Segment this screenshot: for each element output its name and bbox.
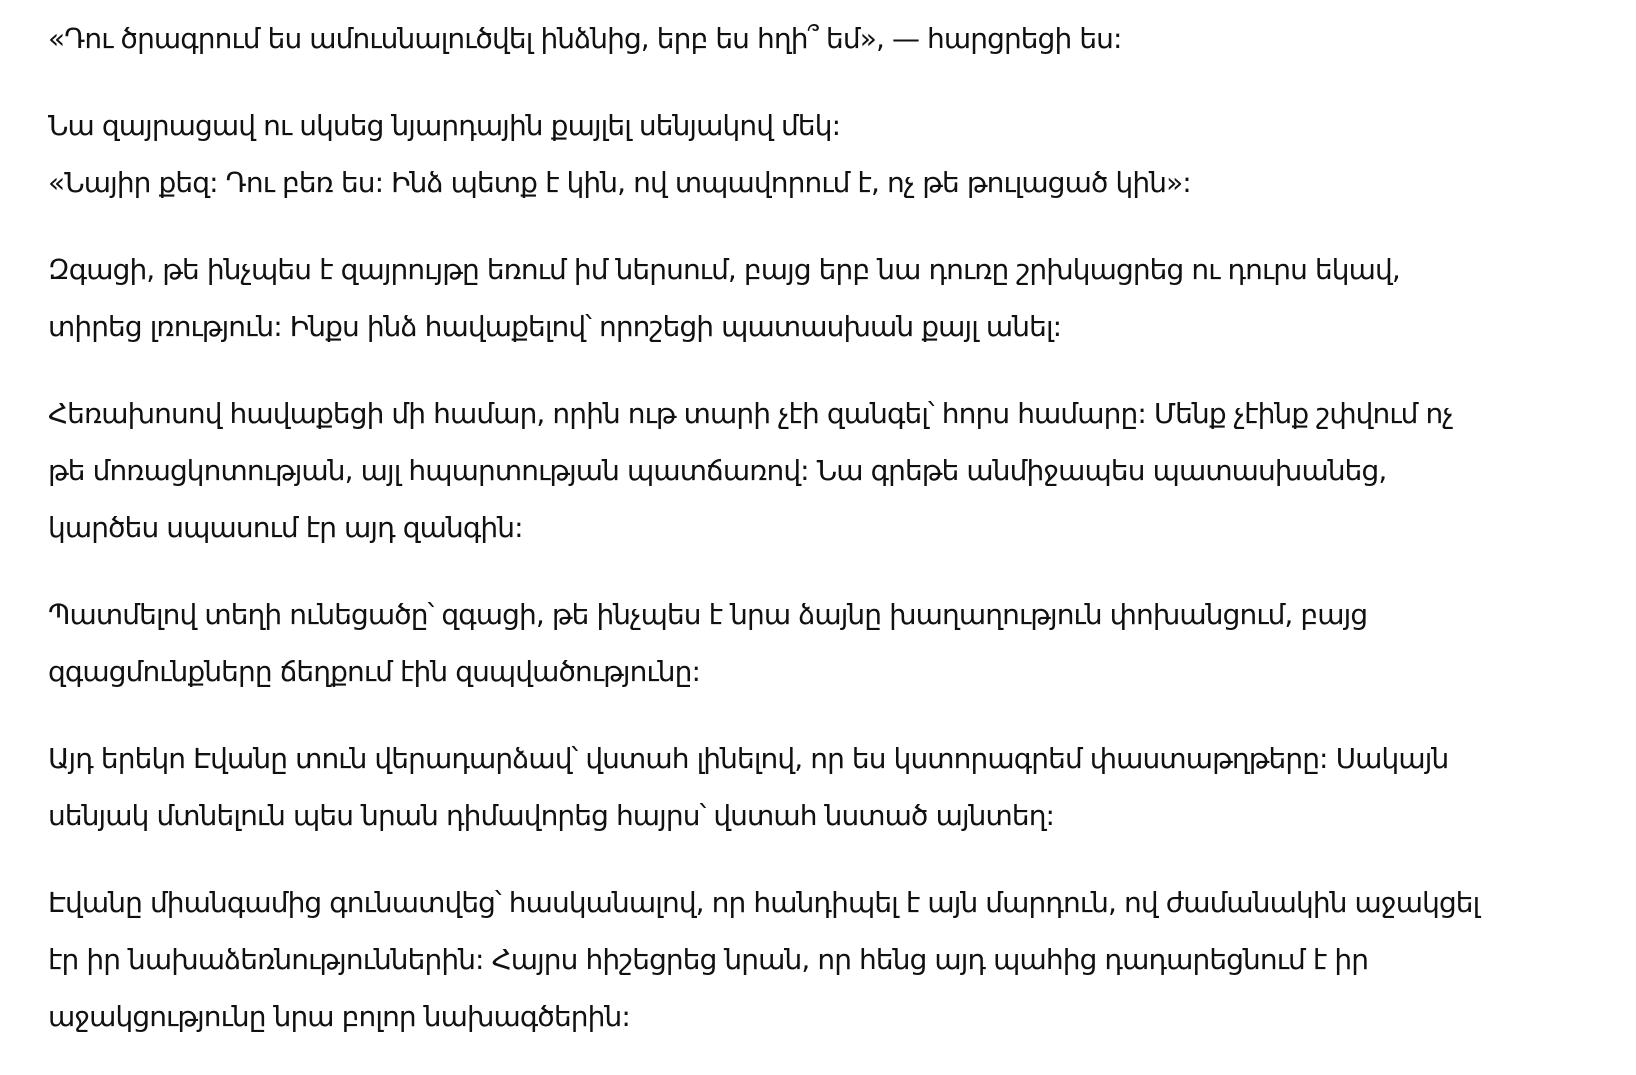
- paragraph-6: [48, 730, 1608, 844]
- text-line: «Նայիր քեզ: Դու բեռ ես: Ինձ պետք է կին, ով տպավորում է, ոչ թե թուլացած կին»:: [48, 166, 1191, 199]
- paragraph-3: [48, 241, 1608, 355]
- text-line: աջակցությունը նրա բոլոր նախագծերին:: [48, 1000, 630, 1033]
- document-body: [48, 10, 1608, 1075]
- text-line: Էվանը միանգամից գունատվեց՝ հասկանալով, որ հանդիպել է այն մարդուն, ով ժամանակին աջակցել: [48, 886, 1480, 919]
- paragraph-1: [48, 10, 1608, 67]
- paragraph-2: [48, 97, 1608, 211]
- text-line: «Դու ծրագրում ես ամուսնալուծվել ինձնից, երբ ես հղի՞ եմ», — հարցրեցի ես:: [48, 22, 1122, 55]
- paragraph-5: [48, 586, 1608, 700]
- text-line: սենյակ մտնելուն պես նրան դիմավորեց հայրս՝ վստահ նստած այնտեղ:: [48, 799, 1055, 832]
- text-line: Հեռախոսով հավաքեցի մի համար, որին ութ տարի չէի զանգել՝ հորս համարը: Մենք չէինք շփվում ոչ: [48, 397, 1453, 430]
- text-line: Պատմելով տեղի ունեցածը՝ զգացի, թե ինչպես է նրա ձայնը խաղաղություն փոխանցում, բայց: [48, 598, 1368, 631]
- text-line: էր իր նախաձեռնություններին: Հայրս հիշեցրեց նրան, որ հենց այդ պահից դադարեցնում է իր: [48, 943, 1369, 976]
- text-line: Զգացի, թե ինչպես է զայրույթը եռում իմ ներսում, բայց երբ նա դուռը շրխկացրեց ու դուրս եկավ,: [48, 253, 1400, 286]
- paragraph-4: [48, 385, 1608, 556]
- text-line: կարծես սպասում էր այդ զանգին:: [48, 511, 523, 544]
- text-line: տիրեց լռություն: Ինքս ինձ հավաքելով՝ որոշեցի պատասխան քայլ անել:: [48, 310, 1062, 343]
- text-line: զգացմունքները ճեղքում էին զսպվածությունը:: [48, 655, 700, 688]
- text-line: Այդ երեկո Էվանը տուն վերադարձավ՝ վստահ լինելով, որ ես կստորագրեմ փաստաթղթերը: Սակայն: [48, 742, 1449, 775]
- text-line: Նա զայրացավ ու սկսեց նյարդային քայլել սենյակով մեկ:: [48, 109, 841, 142]
- text-line: թե մոռացկոտության, այլ հպարտության պատճառով: Նա գրեթե անմիջապես պատասխանեց,: [48, 454, 1387, 487]
- paragraph-7: [48, 874, 1608, 1045]
